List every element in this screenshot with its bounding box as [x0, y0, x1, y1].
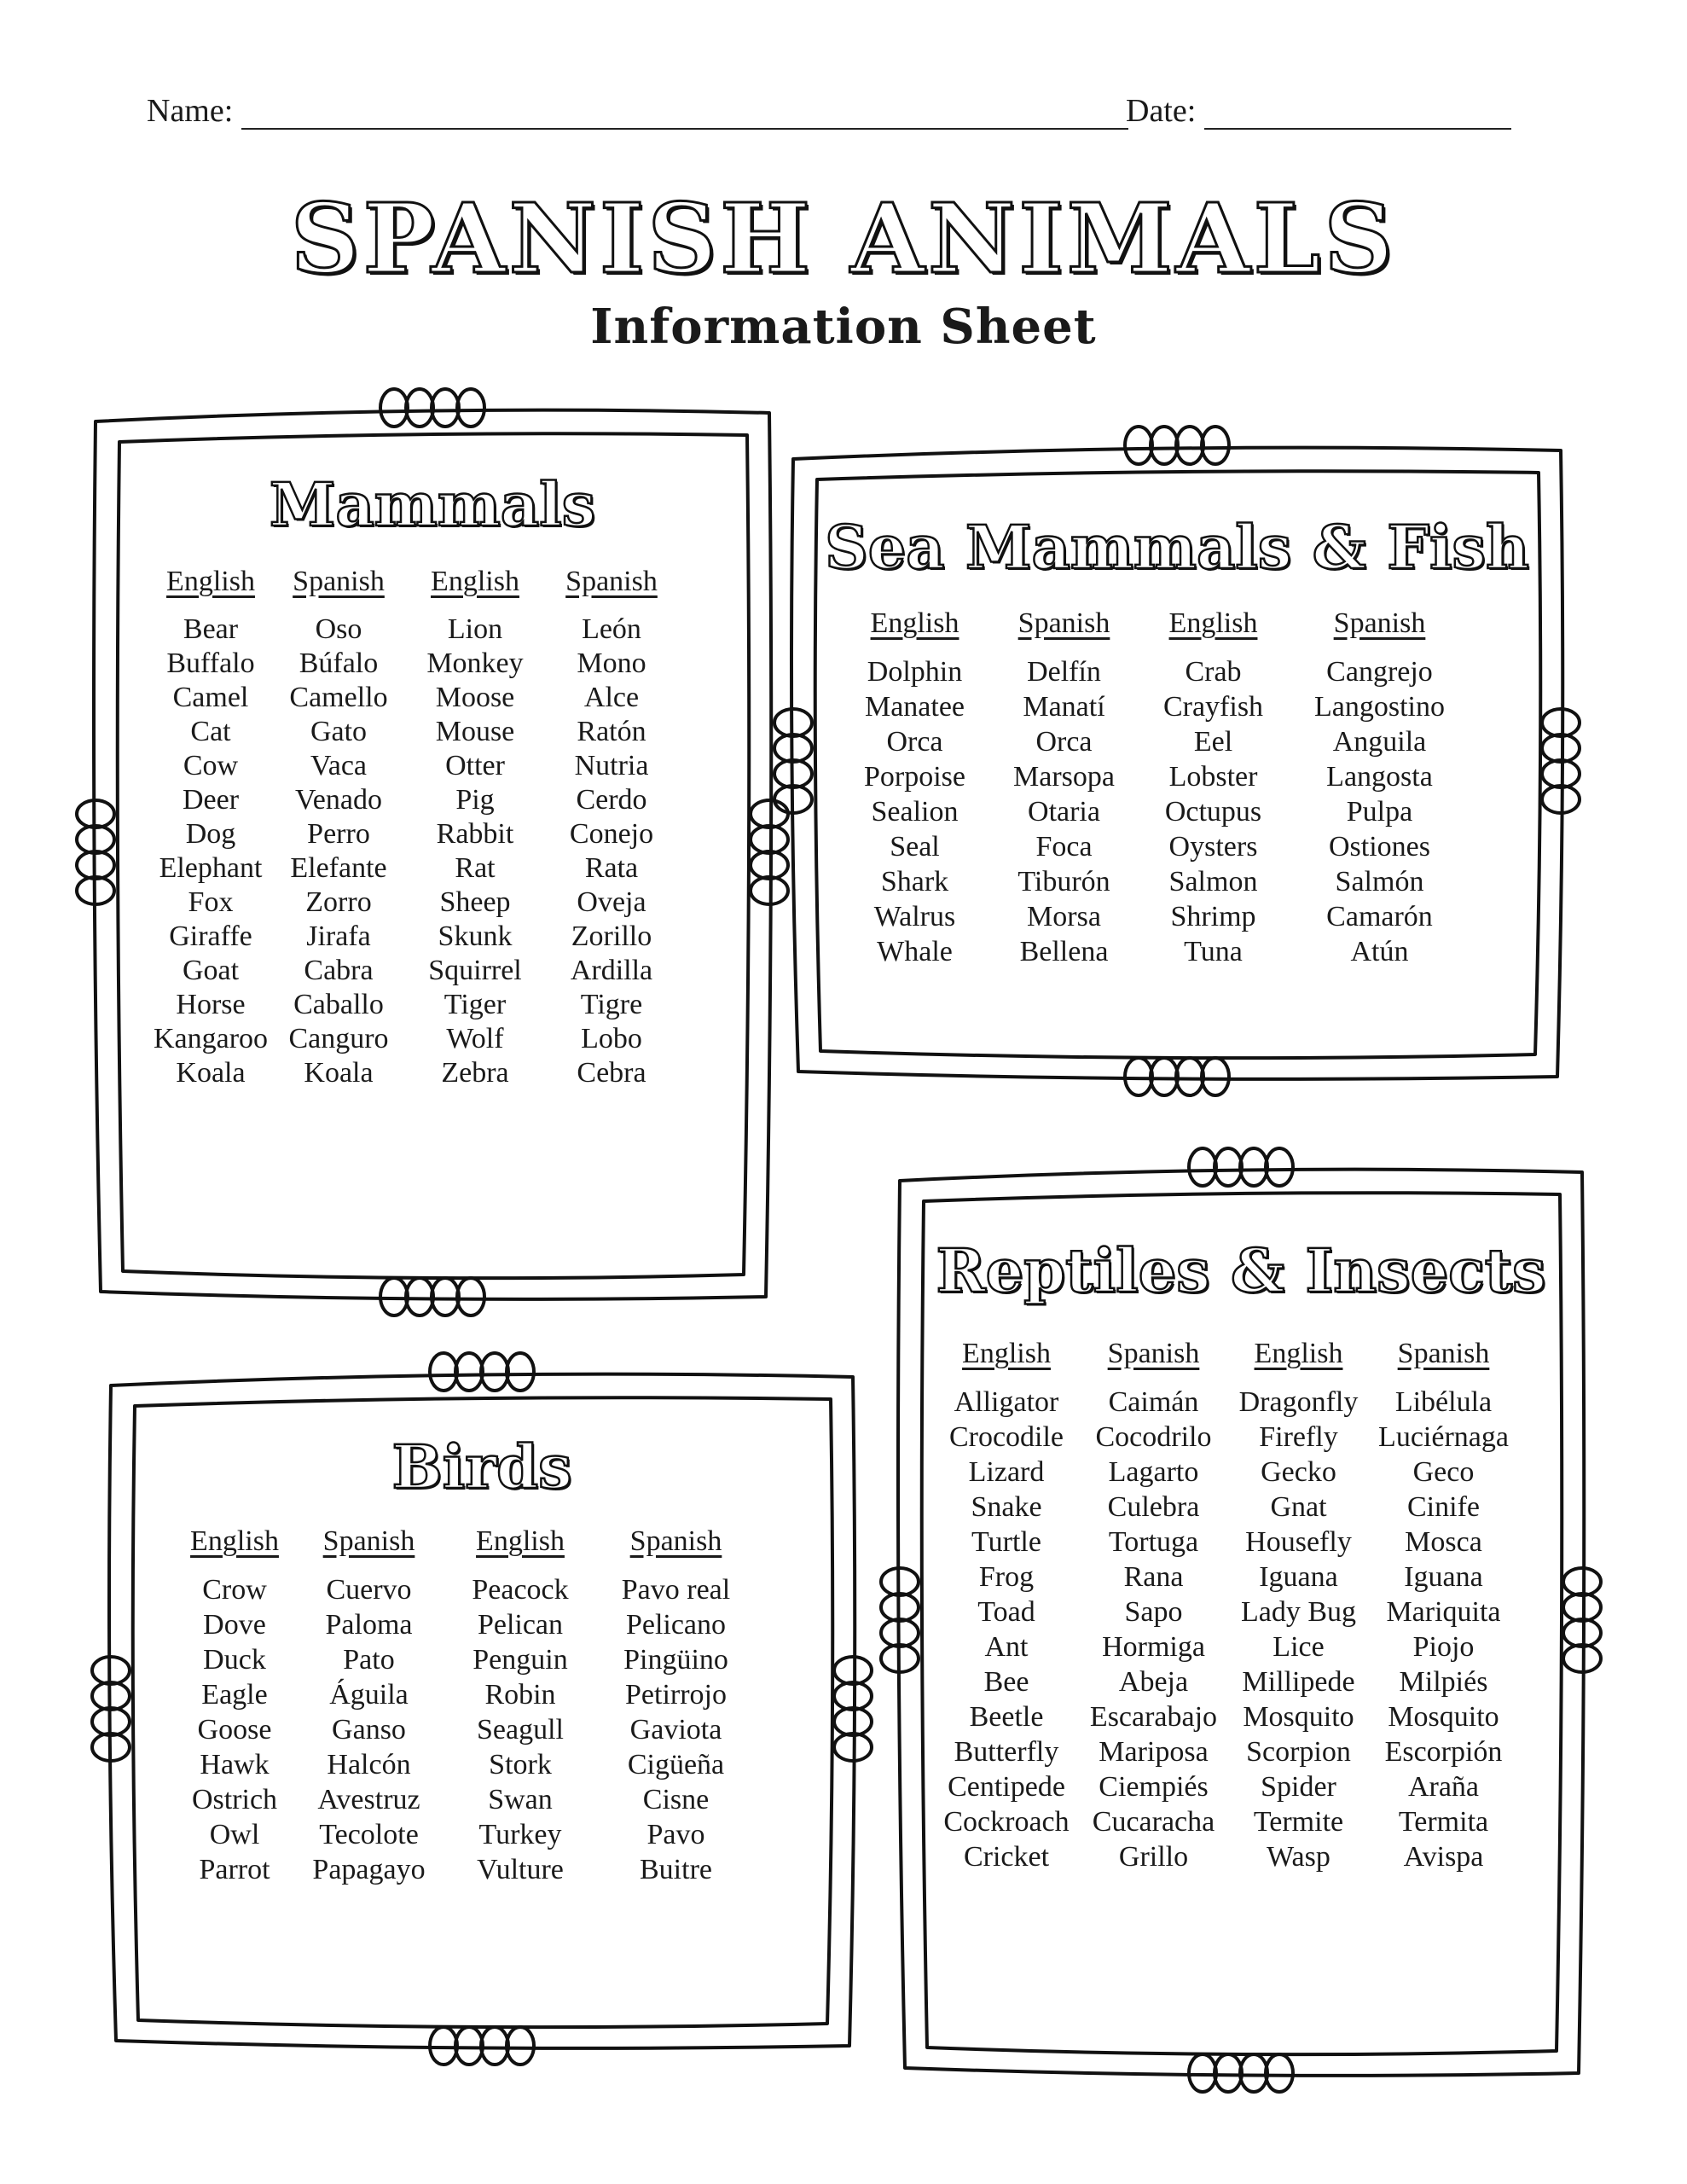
mammals-spanish-word: Caballo	[293, 989, 384, 1020]
mammals-spanish-word: Gato	[310, 716, 368, 747]
birds-panel	[111, 1372, 853, 2046]
swirl-ornament	[1202, 427, 1229, 464]
swirl-ornament	[430, 2027, 457, 2065]
swirl-ornament	[1215, 1148, 1242, 1186]
birds-english-word: Crow	[202, 1574, 267, 1606]
birds-english-word: Stork	[489, 1749, 552, 1780]
mammals-spanish-word: Mono	[577, 648, 646, 679]
sea-english-word: Whale	[877, 936, 953, 967]
mammals-english-word: Mouse	[435, 716, 515, 747]
mammals-col-header: English	[166, 566, 255, 597]
reptiles-english-word: Lady Bug	[1240, 1596, 1357, 1628]
mammals-spanish-word: Venado	[295, 784, 382, 816]
mammals-english-word: Horse	[176, 989, 246, 1020]
mammals-english-word: Dog	[185, 818, 236, 850]
mammals-spanish-word: Alce	[583, 682, 640, 713]
mammals-english-word: Deer	[182, 784, 240, 816]
mammals-english-word: Kangaroo	[153, 1023, 269, 1054]
swirl-ornament	[1266, 2054, 1293, 2092]
reptiles-spanish-word: Mariposa	[1099, 1736, 1209, 1768]
birds-spanish-word: Cisne	[642, 1784, 710, 1815]
sea-spanish-word: Langosta	[1326, 761, 1433, 793]
sea-spanish-word: Manatí	[1023, 691, 1105, 723]
sea-english-word: Orca	[886, 726, 943, 758]
sea-english-word: Sealion	[871, 796, 959, 828]
birds-english-word: Eagle	[201, 1679, 268, 1711]
swirl-ornament	[432, 389, 459, 427]
mammals-spanish-word: Oveja	[577, 886, 646, 918]
mammals-spanish-word: Koala	[304, 1057, 374, 1089]
sea-spanish-word: Langostino	[1314, 691, 1445, 723]
swirl-ornament	[751, 826, 788, 853]
reptiles-spanish-word: Escarabajo	[1089, 1701, 1218, 1733]
mammals-english-word: Lion	[447, 613, 503, 645]
reptiles-spanish-word: Piojo	[1412, 1631, 1475, 1663]
birds-spanish-word: Ganso	[332, 1714, 406, 1745]
birds-english-word: Dove	[203, 1609, 266, 1641]
name-line	[147, 92, 1128, 130]
sea-col-header: English	[1168, 607, 1258, 639]
reptiles-english-word: Centipede	[948, 1771, 1065, 1803]
sea-spanish-word: Anguila	[1332, 726, 1427, 758]
sea-spanish-word: Tiburón	[1017, 866, 1110, 897]
reptiles-spanish-word: Luciérnaga	[1378, 1421, 1509, 1453]
swirl-ornament	[1202, 1058, 1229, 1095]
mammals-spanish-word: Camello	[289, 682, 388, 713]
mammals-english-word: Koala	[176, 1057, 246, 1089]
reptiles-col-header: Spanish	[1397, 1338, 1490, 1369]
mammals-spanish-word: Zorro	[305, 886, 372, 918]
reptiles-english-word: Wasp	[1267, 1841, 1330, 1873]
reptiles-spanish-word: Libélula	[1394, 1386, 1493, 1418]
page-title: SPANISH ANIMALS	[290, 183, 1397, 295]
birds-english-word: Pelican	[477, 1609, 564, 1641]
sea-spanish-word: Delfín	[1027, 656, 1101, 688]
mammals-english-word: Otter	[445, 750, 505, 781]
mammals-table	[147, 566, 727, 1089]
reptiles-spanish-word: Escorpión	[1384, 1736, 1503, 1768]
swirl-ornament	[406, 389, 433, 427]
birds-english-word: Goose	[197, 1714, 272, 1745]
reptiles-spanish-word: Grillo	[1118, 1841, 1189, 1873]
sea-english-word: Walrus	[873, 901, 956, 932]
reptiles-english-word: Termite	[1253, 1806, 1344, 1838]
reptiles-english-word: Snake	[971, 1491, 1042, 1523]
birds-english-word: Hawk	[200, 1749, 270, 1780]
reptiles-spanish-word: Termita	[1398, 1806, 1489, 1838]
mammals-english-word: Cat	[190, 716, 231, 747]
mammals-spanish-word: Perro	[307, 818, 370, 850]
reptiles-english-word: Crocodile	[948, 1421, 1064, 1453]
birds-spanish-word: Cigüeña	[627, 1749, 725, 1780]
sea-spanish-word: Salmón	[1335, 866, 1424, 897]
mammals-spanish-word: Cabra	[304, 955, 374, 986]
mammals-english-word: Cow	[183, 750, 239, 781]
birds-spanish-word: Águila	[329, 1679, 409, 1711]
reptiles-spanish-word: Mariquita	[1386, 1596, 1501, 1628]
swirl-ornament	[455, 2027, 483, 2065]
reptiles-english-word: Scorpion	[1246, 1736, 1351, 1768]
mammals-english-word: Skunk	[438, 921, 513, 952]
mammals-spanish-word: Ardilla	[570, 955, 653, 986]
reptiles-spanish-word: Lagarto	[1108, 1456, 1199, 1488]
swirl-ornament	[1215, 2054, 1242, 2092]
swirl-ornament	[1563, 1594, 1601, 1621]
mammals-spanish-word: Vaca	[310, 750, 368, 781]
mammals-english-word: Moose	[435, 682, 515, 713]
swirl-ornament	[380, 389, 408, 427]
mammals-spanish-word: Nutria	[574, 750, 649, 781]
sea-table	[840, 607, 1514, 968]
birds-english-word: Duck	[203, 1644, 266, 1676]
mammals-spanish-word: Cerdo	[576, 784, 647, 816]
reptiles-spanish-word: Mosquito	[1388, 1701, 1499, 1733]
birds-english-word: Vulture	[477, 1854, 564, 1885]
swirl-ornament	[457, 1278, 484, 1316]
mammals-spanish-word: Rata	[584, 852, 639, 884]
sea-col-header: Spanish	[1333, 607, 1426, 639]
mammals-english-word: Rat	[455, 852, 496, 884]
reptiles-spanish-word: Tortuga	[1108, 1526, 1199, 1558]
swirl-ornament	[1151, 1058, 1178, 1095]
swirl-ornament	[1542, 735, 1580, 762]
mammals-english-word: Monkey	[426, 648, 524, 679]
swirl-ornament	[481, 1353, 508, 1391]
reptiles-title: Reptiles & Insects	[936, 1235, 1546, 1306]
mammals-spanish-word: Cebra	[577, 1057, 646, 1089]
swirl-ornament	[834, 1682, 872, 1710]
sea-english-word: Octupus	[1164, 796, 1262, 828]
mammals-col-header: Spanish	[293, 566, 385, 597]
birds-spanish-word: Papagayo	[312, 1854, 426, 1885]
birds-english-word: Owl	[209, 1819, 260, 1850]
reptiles-spanish-word: Ciempiés	[1099, 1771, 1209, 1803]
birds-spanish-word: Cuervo	[326, 1574, 412, 1606]
swirl-ornament	[457, 389, 484, 427]
name-label: Name:	[147, 93, 234, 129]
reptiles-col-header: English	[1254, 1338, 1343, 1369]
reptiles-english-word: Gecko	[1261, 1456, 1336, 1488]
reptiles-english-word: Ant	[984, 1631, 1029, 1663]
birds-spanish-word: Pavo real	[621, 1574, 731, 1606]
reptiles-spanish-word: Araña	[1407, 1771, 1480, 1803]
sea-spanish-word: Foca	[1035, 831, 1093, 863]
reptiles-english-word: Dragonfly	[1238, 1386, 1359, 1418]
mammals-col-header: English	[431, 566, 519, 597]
sea-spanish-word: Cangrejo	[1326, 656, 1433, 688]
mammals-english-word: Squirrel	[428, 955, 522, 986]
birds-spanish-word: Avestruz	[317, 1784, 420, 1815]
birds-spanish-word: Pavo	[646, 1819, 705, 1850]
reptiles-col-header: English	[962, 1338, 1051, 1369]
mammals-spanish-word: Oso	[315, 613, 362, 645]
birds-spanish-word: Petirrojo	[625, 1679, 727, 1711]
mammals-spanish-word: Búfalo	[299, 648, 379, 679]
birds-col-header: Spanish	[629, 1525, 722, 1557]
reptiles-spanish-word: Abeja	[1118, 1666, 1189, 1698]
birds-title: Birds	[391, 1432, 572, 1502]
mammals-english-word: Rabbit	[436, 818, 514, 850]
sea-spanish-word: Camarón	[1326, 901, 1433, 932]
sea-spanish-word: Orca	[1035, 726, 1093, 758]
mammals-spanish-word: Conejo	[569, 818, 654, 850]
mammals-english-word: Camel	[172, 682, 249, 713]
mammals-spanish-word: Jirafa	[306, 921, 371, 952]
sea-english-word: Porpoise	[864, 761, 965, 793]
reptiles-english-word: Spider	[1261, 1771, 1336, 1803]
swirl-ornament	[1266, 1148, 1293, 1186]
birds-english-word: Ostrich	[191, 1784, 278, 1815]
mammals-english-word: Sheep	[439, 886, 511, 918]
reptiles-spanish-word: Cinife	[1407, 1491, 1480, 1523]
sea-english-word: Tuna	[1184, 936, 1243, 967]
mammals-spanish-word: Zorillo	[571, 921, 652, 952]
mammals-english-word: Elephant	[159, 852, 263, 884]
birds-table	[171, 1525, 785, 1886]
sea-spanish-word: Ostiones	[1329, 831, 1430, 863]
mammals-english-word: Pig	[455, 784, 495, 816]
sea-spanish-word: Otaria	[1028, 796, 1100, 828]
birds-english-word: Robin	[484, 1679, 556, 1711]
sea-title: Sea Mammals & Fish	[825, 512, 1529, 583]
swirl-ornament	[1563, 1568, 1601, 1595]
date-field[interactable]	[1204, 94, 1511, 130]
swirl-ornament	[507, 2027, 534, 2065]
birds-spanish-word: Pelicano	[625, 1609, 727, 1641]
swirl-ornament	[406, 1278, 433, 1316]
mammals-title: Mammals	[269, 469, 596, 540]
swirl-ornament	[1189, 1148, 1216, 1186]
reptiles-spanish-word: Milpiés	[1399, 1666, 1488, 1698]
birds-spanish-word: Halcón	[327, 1749, 411, 1780]
sea-english-word: Dolphin	[867, 656, 963, 688]
birds-spanish-word: Paloma	[325, 1609, 413, 1641]
sea-english-word: Lobster	[1168, 761, 1258, 793]
name-field[interactable]	[241, 94, 1128, 130]
reptiles-english-word: Bee	[983, 1666, 1029, 1698]
reptiles-english-word: Beetle	[969, 1701, 1044, 1733]
mammals-spanish-word: Lobo	[581, 1023, 642, 1054]
swirl-ornament	[1125, 1058, 1152, 1095]
birds-spanish-word: Pingüino	[623, 1644, 728, 1676]
mammals-spanish-word: Canguro	[288, 1023, 389, 1054]
reptiles-english-word: Cockroach	[943, 1806, 1070, 1838]
page-subtitle: Information Sheet	[590, 299, 1097, 355]
birds-english-word: Seagull	[477, 1714, 564, 1745]
date-label: Date:	[1126, 93, 1197, 129]
mammals-english-word: Bear	[183, 613, 239, 645]
swirl-ornament	[507, 1353, 534, 1391]
swirl-ornament	[455, 1353, 483, 1391]
sea-english-word: Manatee	[864, 691, 965, 723]
mammals-english-word: Tiger	[443, 989, 507, 1020]
reptiles-spanish-word: Hormiga	[1102, 1631, 1205, 1663]
reptiles-english-word: Iguana	[1259, 1561, 1338, 1593]
reptiles-table	[934, 1338, 1548, 1873]
reptiles-english-word: Millipede	[1242, 1666, 1355, 1698]
sea-spanish-word: Bellena	[1019, 936, 1109, 967]
birds-english-word: Peacock	[472, 1574, 569, 1606]
mammals-spanish-word: Elefante	[290, 852, 387, 884]
mammals-spanish-word: León	[582, 613, 641, 645]
swirl-ornament	[1176, 427, 1203, 464]
birds-spanish-word: Pato	[343, 1644, 395, 1676]
reptiles-panel	[900, 1167, 1582, 2073]
birds-english-word: Penguin	[472, 1644, 568, 1676]
sea-english-word: Shrimp	[1170, 901, 1256, 932]
reptiles-spanish-word: Iguana	[1404, 1561, 1483, 1593]
reptiles-english-word: Butterfly	[954, 1736, 1059, 1768]
reptiles-english-word: Lice	[1272, 1631, 1325, 1663]
swirl-ornament	[1542, 709, 1580, 736]
birds-english-word: Turkey	[478, 1819, 562, 1850]
sea-english-word: Eel	[1193, 726, 1233, 758]
sea-spanish-word: Marsopa	[1013, 761, 1115, 793]
sea-spanish-word: Pulpa	[1346, 796, 1413, 828]
reptiles-english-word: Mosquito	[1243, 1701, 1354, 1733]
sea-spanish-word: Atún	[1350, 936, 1409, 967]
reptiles-english-word: Cricket	[963, 1841, 1050, 1873]
swirl-ornament	[481, 2027, 508, 2065]
reptiles-english-word: Gnat	[1270, 1491, 1327, 1523]
swirl-ornament	[1151, 427, 1178, 464]
reptiles-english-word: Toad	[977, 1596, 1035, 1628]
reptiles-english-word: Alligator	[954, 1386, 1059, 1418]
swirl-ornament	[751, 800, 788, 828]
swirl-ornament	[1240, 2054, 1267, 2092]
birds-english-word: Parrot	[199, 1854, 270, 1885]
date-line	[1126, 92, 1511, 130]
mammals-col-header: Spanish	[565, 566, 658, 597]
mammals-spanish-word: Ratón	[577, 716, 646, 747]
sea-panel	[793, 445, 1561, 1077]
swirl-ornament	[430, 1353, 457, 1391]
swirl-ornament	[1240, 1148, 1267, 1186]
mammals-english-word: Goat	[182, 955, 240, 986]
sea-col-header: Spanish	[1017, 607, 1110, 639]
birds-spanish-word: Buitre	[640, 1854, 712, 1885]
reptiles-english-word: Lizard	[968, 1456, 1045, 1488]
swirl-ornament	[432, 1278, 459, 1316]
birds-col-header: English	[190, 1525, 279, 1557]
reptiles-spanish-word: Caimán	[1108, 1386, 1199, 1418]
reptiles-english-word: Frog	[978, 1561, 1035, 1593]
mammals-english-word: Wolf	[446, 1023, 504, 1054]
reptiles-spanish-word: Rana	[1123, 1561, 1184, 1593]
swirl-ornament	[834, 1657, 872, 1684]
reptiles-spanish-word: Mosca	[1405, 1526, 1482, 1558]
reptiles-spanish-word: Cucaracha	[1092, 1806, 1215, 1838]
sea-english-word: Oysters	[1168, 831, 1258, 863]
sea-col-header: English	[870, 607, 959, 639]
birds-english-word: Swan	[488, 1784, 553, 1815]
mammals-spanish-word: Tigre	[580, 989, 643, 1020]
reptiles-spanish-word: Cocodrilo	[1095, 1421, 1212, 1453]
reptiles-spanish-word: Avispa	[1403, 1841, 1484, 1873]
reptiles-spanish-word: Geco	[1412, 1456, 1475, 1488]
sea-spanish-word: Morsa	[1027, 901, 1101, 932]
birds-spanish-word: Gaviota	[629, 1714, 722, 1745]
reptiles-english-word: Housefly	[1245, 1526, 1352, 1558]
mammals-panel	[96, 408, 769, 1297]
swirl-ornament	[1176, 1058, 1203, 1095]
sea-english-word: Seal	[890, 831, 940, 863]
reptiles-col-header: Spanish	[1107, 1338, 1200, 1369]
mammals-english-word: Giraffe	[169, 921, 252, 952]
swirl-ornament	[1125, 427, 1152, 464]
sea-english-word: Crab	[1185, 656, 1242, 688]
sea-english-word: Salmon	[1168, 866, 1258, 897]
reptiles-english-word: Turtle	[971, 1526, 1041, 1558]
mammals-english-word: Buffalo	[166, 648, 255, 679]
reptiles-english-word: Firefly	[1259, 1421, 1338, 1453]
birds-col-header: Spanish	[322, 1525, 415, 1557]
reptiles-spanish-word: Sapo	[1124, 1596, 1183, 1628]
sea-english-word: Crayfish	[1162, 691, 1264, 723]
birds-col-header: English	[476, 1525, 565, 1557]
reptiles-spanish-word: Culebra	[1107, 1491, 1200, 1523]
mammals-english-word: Zebra	[441, 1057, 509, 1089]
birds-spanish-word: Tecolote	[319, 1819, 419, 1850]
sea-english-word: Shark	[880, 866, 949, 897]
mammals-english-word: Fox	[188, 886, 234, 918]
